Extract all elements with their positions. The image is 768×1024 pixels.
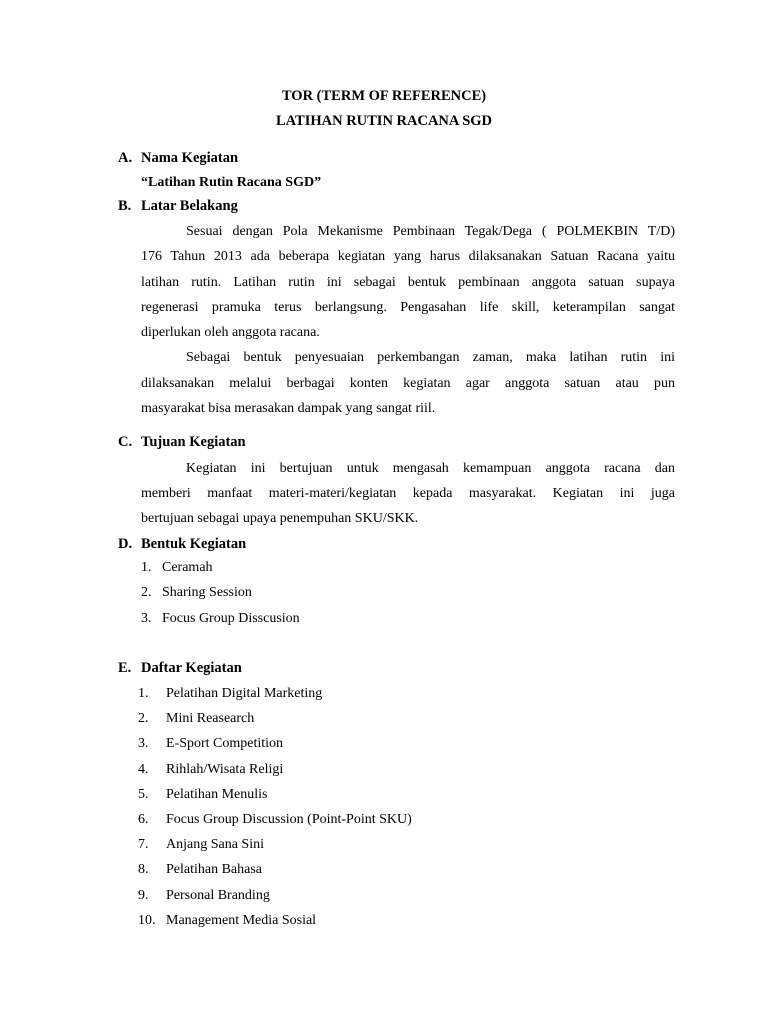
list-item: Focus Group Disscusion — [162, 611, 300, 626]
list-item-number: 1. — [141, 560, 152, 575]
list-item: Sharing Session — [162, 585, 252, 600]
section-b-letter: B. — [118, 198, 132, 214]
section-d-title: Bentuk Kegiatan — [141, 536, 247, 552]
document-title: TOR (TERM OF REFERENCE) — [281, 88, 487, 104]
list-item: Pelatihan Menulis — [166, 787, 268, 802]
section-a-letter: A. — [118, 150, 133, 166]
list-item-number: 3. — [138, 736, 149, 751]
list-item: Pelatihan Digital Marketing — [166, 686, 323, 701]
list-item-number: 9. — [138, 888, 149, 903]
paragraph-line: diperlukan oleh anggota racana. — [141, 325, 320, 340]
list-item: Ceramah — [162, 560, 213, 575]
paragraph-line: dilaksanakan melalui berbagai konten kegiatan agar anggota satuan atau pun — [141, 376, 675, 391]
list-item: Anjang Sana Sini — [166, 837, 264, 852]
section-c-title: Tujuan Kegiatan — [141, 434, 246, 450]
list-item-number: 7. — [138, 837, 149, 852]
document-subtitle: LATIHAN RUTIN RACANA SGD — [275, 113, 493, 129]
section-e-title: Daftar Kegiatan — [141, 660, 242, 676]
paragraph-line: Kegiatan ini bertujuan untuk mengasah kemampuan anggota racana dan — [186, 461, 675, 476]
list-item: Focus Group Discussion (Point-Point SKU) — [166, 812, 412, 827]
list-item-number: 6. — [138, 812, 149, 827]
paragraph-line: masyarakat bisa merasakan dampak yang sangat riil. — [141, 401, 436, 416]
paragraph-line: bertujuan sebagai upaya penempuhan SKU/SKK. — [141, 511, 419, 526]
list-item: Management Media Sosial — [166, 913, 317, 928]
paragraph-line: memberi manfaat materi-materi/kegiatan kepada masyarakat. Kegiatan ini juga — [141, 486, 675, 501]
list-item: Personal Branding — [166, 888, 270, 903]
list-item: Mini Reasearch — [166, 711, 255, 726]
list-item-number: 2. — [141, 585, 152, 600]
paragraph-line: 176 Tahun 2013 ada beberapa kegiatan yang harus dilaksanakan Satuan Racana yaitu — [141, 249, 675, 264]
section-d-letter: D. — [118, 536, 133, 552]
paragraph-line: latihan rutin. Latihan rutin ini sebagai bentuk pembinaan anggota satuan supaya — [141, 275, 675, 290]
activity-name: “Latihan Rutin Racana SGD” — [141, 175, 322, 190]
section-a-title: Nama Kegiatan — [141, 150, 239, 166]
list-item-number: 1. — [138, 686, 149, 701]
paragraph-line: Sesuai dengan Pola Mekanisme Pembinaan Tegak/Dega ( POLMEKBIN T/D) — [186, 224, 675, 239]
list-item-number: 10. — [138, 913, 156, 928]
section-b-title: Latar Belakang — [141, 198, 238, 214]
list-item-number: 4. — [138, 762, 149, 777]
list-item-number: 8. — [138, 862, 149, 877]
list-item-number: 5. — [138, 787, 149, 802]
paragraph-line: regenerasi pramuka terus berlangsung. Pengasahan life skill, keterampilan sangat — [141, 300, 675, 315]
section-c-letter: C. — [118, 434, 133, 450]
list-item-number: 3. — [141, 611, 152, 626]
list-item-number: 2. — [138, 711, 149, 726]
list-item: E-Sport Competition — [166, 736, 284, 751]
section-e-letter: E. — [118, 660, 132, 676]
list-item: Pelatihan Bahasa — [166, 862, 263, 877]
list-item: Rihlah/Wisata Religi — [166, 762, 284, 777]
paragraph-line: Sebagai bentuk penyesuaian perkembangan zaman, maka latihan rutin ini — [186, 350, 675, 365]
